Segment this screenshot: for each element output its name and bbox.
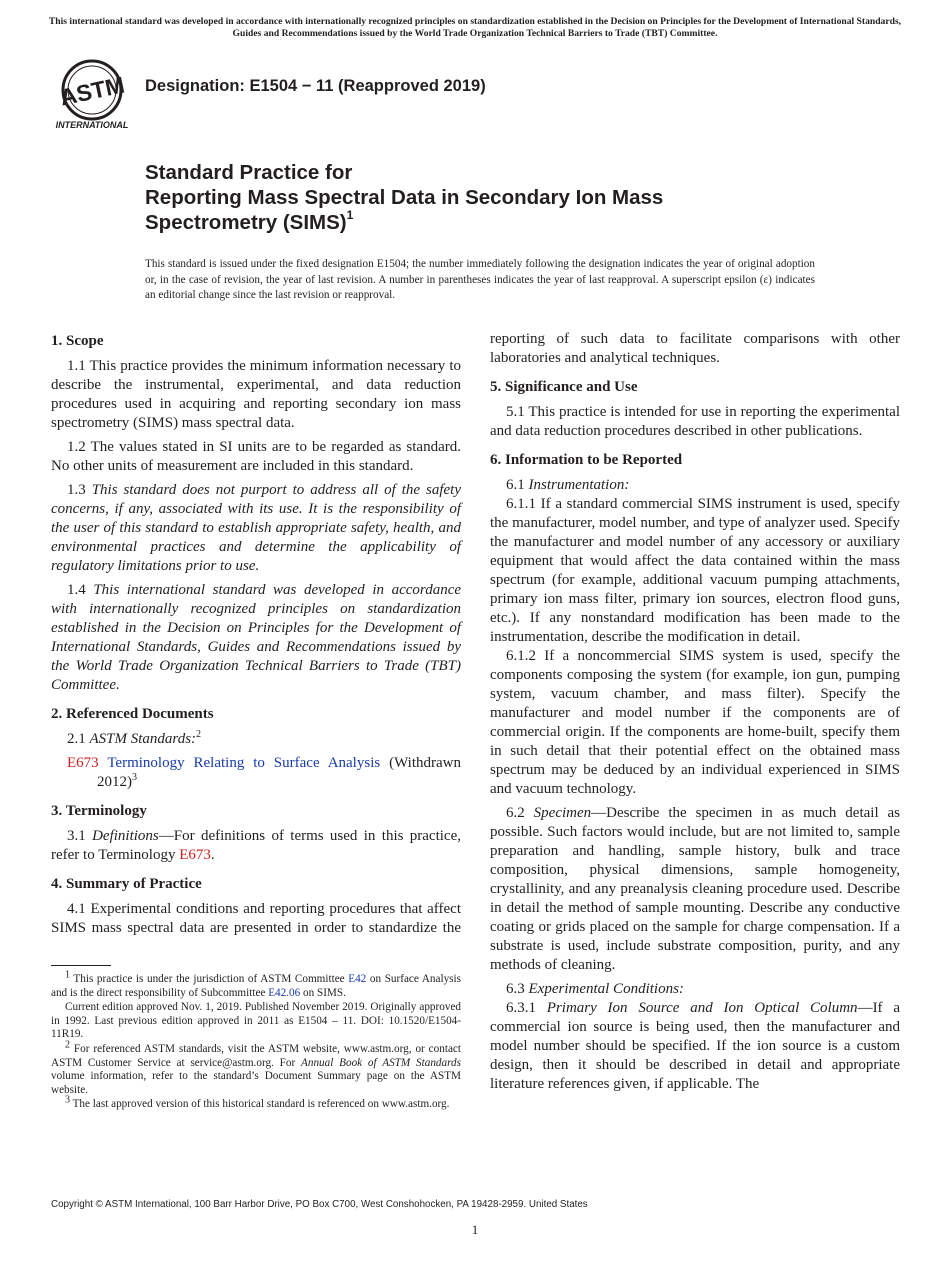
paragraph-3-1-number: 3.1 [67,828,93,844]
footnote-1 [51,969,461,1000]
paragraph-1-4-number: 1.4 [67,582,94,598]
paragraph-1-4 [51,581,461,695]
paragraph-4-1-continued [490,330,900,368]
footnote-1-text-c: on SIMS. [300,986,346,999]
footnote-3 [51,1094,461,1112]
page-number: 1 [471,1222,479,1237]
paragraph-6-3-1-text: —If a commercial ion source is being used, then the manufacturer and model number should be specified. If the ion source is a custom design, then it should be described in detail and appropriate literature references given, if applicable. The [490,1000,900,1092]
copyright-line: Copyright © ASTM International, 100 Barr Harbor Drive, PO Box C700, West Conshohocken, PA 19428-2959. United States [51,1199,588,1210]
paragraph-2-1-number: 2.1 [67,731,90,747]
paragraph-3-1-term: Definitions [92,828,159,844]
section-heading-information: 6. Information to be Reported [490,452,683,468]
paragraph-5-1: 5.1 This practice is intended for use in reporting the experimental and data reduction procedures described in other publications. [490,404,900,439]
title-footnote-mark: 1 [346,208,354,223]
title-line-2: Reporting Mass Spectral Data in Secondary Ion Mass [145,186,664,209]
paragraph-3-1-end: . [210,847,215,863]
paragraph-6-1-number: 6.1 [506,477,529,493]
footnote-2-text-b: volume information, refer to the standard’s Document Summary page on the ASTM website. [51,1070,461,1096]
paragraph-4-1-part-1 [51,900,461,938]
top-notice: This international standard was developed in accordance with internationally recognized principles on standardization established in the Decision on Principles for the Development of International Standards, Guides and Recommendations issued by the World Trade Organization Technical Barriers to Trade (TBT) Committee. [48,16,902,39]
footnote-2-italic: Annual Book of ASTM Standards [301,1056,461,1069]
left-column [51,330,461,938]
paragraph-1-2: 1.2 The values stated in SI units are to be regarded as standard. No other units of measurement are included in this standard. [51,439,461,474]
footnote-ref-2: 2 [196,729,202,740]
footnote-1-text-a: This practice is under the jurisdiction of ASTM Committee [70,973,349,985]
section-heading-referenced-documents: 2. Referenced Documents [51,706,214,722]
footnote-ref-3: 3 [132,772,137,783]
terminology-link-e673[interactable]: E673 [179,847,211,863]
paragraph-6-3-number: 6.3 [506,981,529,997]
right-column [490,330,900,1099]
footnote-2-mark: 2 [65,1039,70,1051]
reference-status: (Withdrawn 2012) [97,755,461,790]
title-line-3-text: Spectrometry (SIMS) [145,211,347,234]
footnote-1-mark: 1 [65,969,70,981]
paragraph-2-1 [51,730,461,749]
issued-note: This standard is issued under the fixed designation E1504; the number immediately following the designation indicates the year of original adoption or, in the case of revision, the year of last revision. A number in parentheses indicates the year of last reapproval. A superscript epsilon (ε) indicates an editorial change since the last revision or reapproval. [145,258,815,301]
footnotes [51,969,461,1113]
paragraph-2-1-text: ASTM Standards: [89,731,197,747]
section-heading-terminology: 3. Terminology [51,803,147,819]
paragraph-1-1: 1.1 This practice provides the minimum information necessary to describe the instrumental, experimental, and data reduction procedures used in acquiring and reporting secondary ion mass spectrometry (SIMS) mass spectral data. [51,358,461,431]
footnote-link-e42-06[interactable]: E42.06 [268,986,301,999]
paragraph-1-3 [51,481,461,576]
reference-entry-e673 [67,754,461,792]
paragraph-6-2 [490,804,900,975]
paragraph-3-1 [51,827,461,865]
title-line-3 [145,210,845,235]
paragraph-6-2-term: Specimen [533,805,592,821]
section-heading-scope: 1. Scope [51,333,104,349]
reference-link-e673-title[interactable]: Terminology Relating to Surface Analysis [107,755,381,771]
designation: Designation: E1504 − 11 (Reapproved 2019) [145,77,486,95]
footnote-1-edition: Current edition approved Nov. 1, 2019. Published November 2019. Originally approved in 1992. Last previous edition approved in 2011 as E1504 – 11. DOI: 10.1520/E1504-11R19. [51,1001,461,1041]
logo-wordmark: ASTM [57,71,127,111]
section-heading-summary: 4. Summary of Practice [51,876,202,892]
logo-subtitle: INTERNATIONAL [55,120,129,130]
astm-international-logo-icon [52,58,136,132]
document-title [145,160,845,235]
footnote-link-e42[interactable]: E42 [348,973,367,985]
paragraph-6-2-number: 6.2 [506,805,534,821]
paragraph-3-1-text: —For definitions of terms used in this practice, refer to Terminology [51,828,461,863]
paragraph-6-1-text: Instrumentation: [528,477,630,493]
paragraph-6-2-text: —Describe the specimen in as much detail as possible. Such factors would include, but are not limited to, sample preparation and handling, sample history, bulk and trace composition, physical dimensions, sample homogeneity, crystallinity, and any preanalysis cleaning procedure used. Describe in detail the method of sample mounting. Describe any conductive coating or grids placed on the sample for charge compensation. If a substrate is used, include substrate composition, purity, and any methods of cleaning. [490,805,901,973]
paragraph-6-3-1-term: Primary Ion Source and Ion Optical Column [546,1000,858,1016]
paragraph-1-3-number: 1.3 [67,482,92,498]
footnote-2-text-a: For referenced ASTM standards, visit the ASTM website, www.astm.org, or contact ASTM Customer Service at service@astm.org. For [51,1042,461,1069]
footnote-3-text: The last approved version of this historical standard is referenced on www.astm.org. [70,1098,450,1111]
paragraph-6-3-text: Experimental Conditions: [528,981,684,997]
paragraph-1-3-text: This standard does not purport to address all of the safety concerns, if any, associated with its use. It is the responsibility of the user of this standard to establish appropriate safety, health, and environmental practices and determine the applicability of regulatory limitations prior to use. [51,482,462,574]
title-line-1: Standard Practice for [145,161,353,184]
footnote-3-mark: 3 [65,1094,70,1106]
paragraph-4-1-continued-text: reporting of such data to facilitate comparisons with other laboratories and analytical techniques. [490,331,900,366]
paragraph-4-1-text: 4.1 Experimental conditions and reporting procedures that affect SIMS mass spectral data are presented in order to standardize the [51,901,461,936]
paragraph-6-3-1-number: 6.3.1 [506,1000,547,1016]
reference-link-e673-code[interactable]: E673 [67,755,99,771]
paragraph-6-3 [490,980,900,999]
section-heading-significance: 5. Significance and Use [490,379,638,395]
paragraph-6-1-1: 6.1.1 If a standard commercial SIMS instrument is used, specify the manufacturer, model number, and type of analyzer used. Specify the manufacturer and model number of any accessory or auxiliary equipment that would affect the data contained within the mass spectrum (for example, additional vacuum pumping attachments, primary ion mass filter, primary ion sources, electron flood guns, etc.). If any nonstandard modification has been made to the instrumentation, describe the modification in detail. [490,496,900,645]
footnote-2 [51,1039,461,1097]
paragraph-6-3-1 [490,999,900,1094]
paragraph-6-1 [490,476,900,495]
paragraph-1-4-text: This international standard was developed in accordance with internationally recognized principles on standardization established in the Decision on Principles for the Development of International Standards, Guides and Recommendations issued by the World Trade Organization Technical Barriers to Trade (TBT) Committee. [51,582,462,693]
footnote-divider [51,965,111,966]
footnote-1-text-b: on Surface Analysis and is the direct responsibility of Subcommittee [51,973,461,999]
paragraph-6-1-2: 6.1.2 If a noncommercial SIMS system is used, specify the components composing the system (for example, ion gun, pumping system, vacuum chamber, and mass filter). Specify the manufacturer and model number if the components are of commercial origin. If the components are home-built, specify them in such detail that their potential effect on the obtained mass spectrum may be deduced by an individual experienced in SIMS and vacuum technology. [490,648,900,797]
